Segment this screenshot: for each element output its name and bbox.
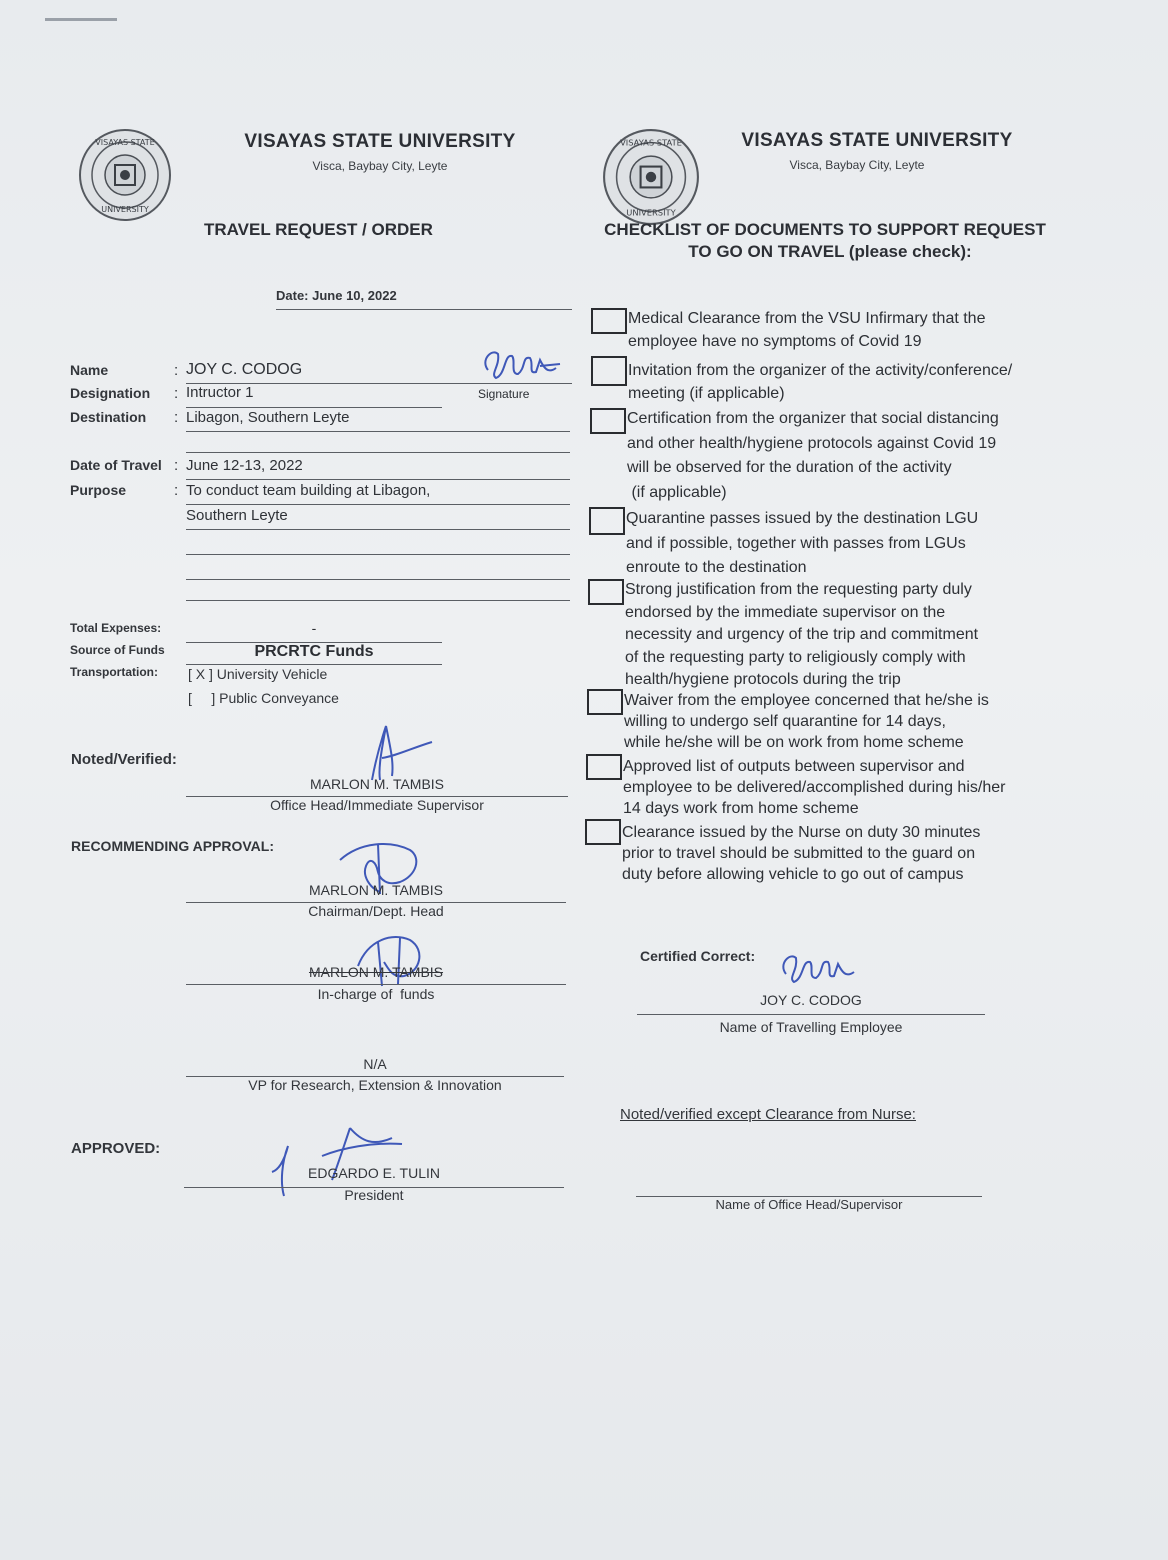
signature-label: Signature bbox=[478, 387, 530, 401]
designation-value: Intructor 1 bbox=[186, 384, 442, 408]
colon: : bbox=[174, 409, 179, 426]
checklist-checkbox-quarantine-passes[interactable] bbox=[589, 507, 625, 535]
checklist-checkbox-justification[interactable] bbox=[588, 579, 624, 605]
date-of-travel-label: Date of Travel bbox=[70, 457, 162, 473]
checklist-item-medical: Medical Clearance from the VSU Infirmary that the employee have no symptoms of Covid 19 bbox=[628, 310, 986, 350]
colon: : bbox=[174, 362, 179, 379]
blank-line bbox=[186, 580, 570, 601]
transport-option-public-conveyance: [ ] Public Conveyance bbox=[188, 690, 339, 706]
source-of-funds-label: Source of Funds bbox=[70, 643, 165, 657]
purpose-label: Purpose bbox=[70, 482, 127, 498]
president-role: President bbox=[344, 1187, 404, 1203]
vp-role: VP for Research, Extension & Innovation bbox=[248, 1077, 502, 1093]
checklist-checkbox-waiver[interactable] bbox=[587, 689, 623, 715]
checklist-checkbox-invitation[interactable] bbox=[591, 356, 627, 386]
checklist-item-certification: Certification from the organizer that social distancing and other health/hygiene protocols against Covid 19 will be observed for the duration of the activity (if applicable) bbox=[627, 410, 999, 501]
colon: : bbox=[174, 482, 179, 499]
paper-edge-mark bbox=[45, 18, 117, 21]
checklist-item-outputs: Approved list of outputs between supervisor and employee to be delivered/accomplished during his/her 14 days work from home scheme bbox=[623, 758, 1006, 817]
chairman-role: Chairman/Dept. Head bbox=[308, 903, 444, 919]
svg-text:VISAYAS STATE: VISAYAS STATE bbox=[95, 138, 155, 147]
colon: : bbox=[174, 385, 179, 402]
certified-employee-role: Name of Travelling Employee bbox=[719, 1019, 903, 1035]
checklist-title-line-1: CHECKLIST OF DOCUMENTS TO SUPPORT REQUEST bbox=[604, 220, 1046, 239]
university-seal-icon bbox=[602, 128, 700, 226]
blank-line bbox=[186, 532, 570, 555]
checklist-item-waiver: Waiver from the employee concerned that he/she is willing to undergo self quarantine for 14 days, while he/she will be on work from home scheme bbox=[624, 692, 989, 751]
certified-correct-label: Certified Correct: bbox=[640, 948, 756, 964]
purpose-line-1: To conduct team building at Libagon, bbox=[186, 482, 570, 505]
name-label: Name bbox=[70, 362, 109, 378]
left-university-address: Visca, Baybay City, Leyte bbox=[312, 159, 448, 173]
destination-label: Destination bbox=[70, 409, 147, 425]
certified-employee-signature bbox=[770, 946, 862, 992]
transport-option-university-vehicle: [ X ] University Vehicle bbox=[188, 666, 328, 682]
total-expenses-value: - bbox=[186, 620, 442, 643]
noted-except-nurse-label: Noted/verified except Clearance from Nurse: bbox=[620, 1106, 916, 1123]
name-value: JOY C. CODOG bbox=[186, 361, 476, 384]
checklist-title-line-2: TO GO ON TRAVEL (please check): bbox=[688, 242, 972, 261]
checklist-item-invitation: Invitation from the organizer of the activity/conference/ meeting (if applicable) bbox=[628, 362, 1013, 402]
university-seal-icon bbox=[78, 128, 172, 222]
office-head-signature-line[interactable] bbox=[636, 1176, 982, 1197]
svg-text:UNIVERSITY: UNIVERSITY bbox=[626, 207, 676, 218]
colon: : bbox=[174, 457, 179, 474]
checklist-item-justification: Strong justification from the requesting party duly endorsed by the immediate supervisor on the necessity and urgency of the trip and commitment of the requesting party to religiously comply with health/hygiene protocols during the trip bbox=[625, 581, 979, 688]
noted-verified-label: Noted/Verified: bbox=[71, 751, 177, 768]
date-of-travel-value: June 12-13, 2022 bbox=[186, 457, 570, 480]
right-university-name: VISAYAS STATE UNIVERSITY bbox=[741, 130, 1013, 151]
total-expenses-label: Total Expenses: bbox=[70, 621, 162, 635]
president-name: EDGARDO E. TULIN bbox=[184, 1165, 564, 1188]
checklist-item-quarantine-passes: Quarantine passes issued by the destination LGU and if possible, together with passes from LGUs enroute to the destination bbox=[626, 510, 979, 576]
checklist-checkbox-nurse-clearance[interactable] bbox=[585, 819, 621, 845]
blank-line bbox=[186, 432, 570, 453]
vp-name: N/A bbox=[186, 1056, 564, 1077]
signature-line bbox=[476, 361, 572, 384]
certified-employee-name: JOY C. CODOG bbox=[637, 992, 985, 1015]
funds-incharge-name: MARLON M. TAMBIS bbox=[186, 964, 566, 985]
right-university-address: Visca, Baybay City, Leyte bbox=[789, 158, 925, 172]
source-of-funds-value: PRCRTC Funds bbox=[186, 643, 442, 665]
destination-value: Libagon, Southern Leyte bbox=[186, 409, 570, 432]
checklist-item-nurse-clearance: Clearance issued by the Nurse on duty 30 minutes prior to travel should be submitted to the guard on duty before allowing vehicle to go out of campus bbox=[622, 824, 981, 883]
noted-verifier-name: MARLON M. TAMBIS bbox=[186, 776, 568, 797]
transportation-label: Transportation: bbox=[70, 665, 159, 679]
checklist-checkbox-outputs[interactable] bbox=[586, 754, 622, 780]
checklist-checkbox-certification[interactable] bbox=[590, 408, 626, 434]
designation-label: Designation bbox=[70, 385, 151, 401]
checklist-checkbox-medical[interactable] bbox=[591, 308, 627, 334]
svg-text:VISAYAS STATE: VISAYAS STATE bbox=[620, 137, 682, 148]
approved-label: APPROVED: bbox=[71, 1140, 161, 1157]
recommending-approval-label: RECOMMENDING APPROVAL: bbox=[71, 838, 274, 854]
svg-text:UNIVERSITY: UNIVERSITY bbox=[101, 205, 149, 214]
left-university-name: VISAYAS STATE UNIVERSITY bbox=[244, 131, 516, 152]
blank-line bbox=[186, 557, 570, 580]
form-title: TRAVEL REQUEST / ORDER bbox=[204, 220, 433, 239]
date-field: Date: June 10, 2022 bbox=[276, 288, 572, 310]
purpose-line-2: Southern Leyte bbox=[186, 507, 570, 530]
funds-incharge-role: In-charge of funds bbox=[317, 986, 435, 1002]
noted-verifier-role: Office Head/Immediate Supervisor bbox=[270, 797, 484, 813]
chairman-name: MARLON M. TAMBIS bbox=[186, 882, 566, 903]
office-head-role: Name of Office Head/Supervisor bbox=[715, 1197, 903, 1212]
